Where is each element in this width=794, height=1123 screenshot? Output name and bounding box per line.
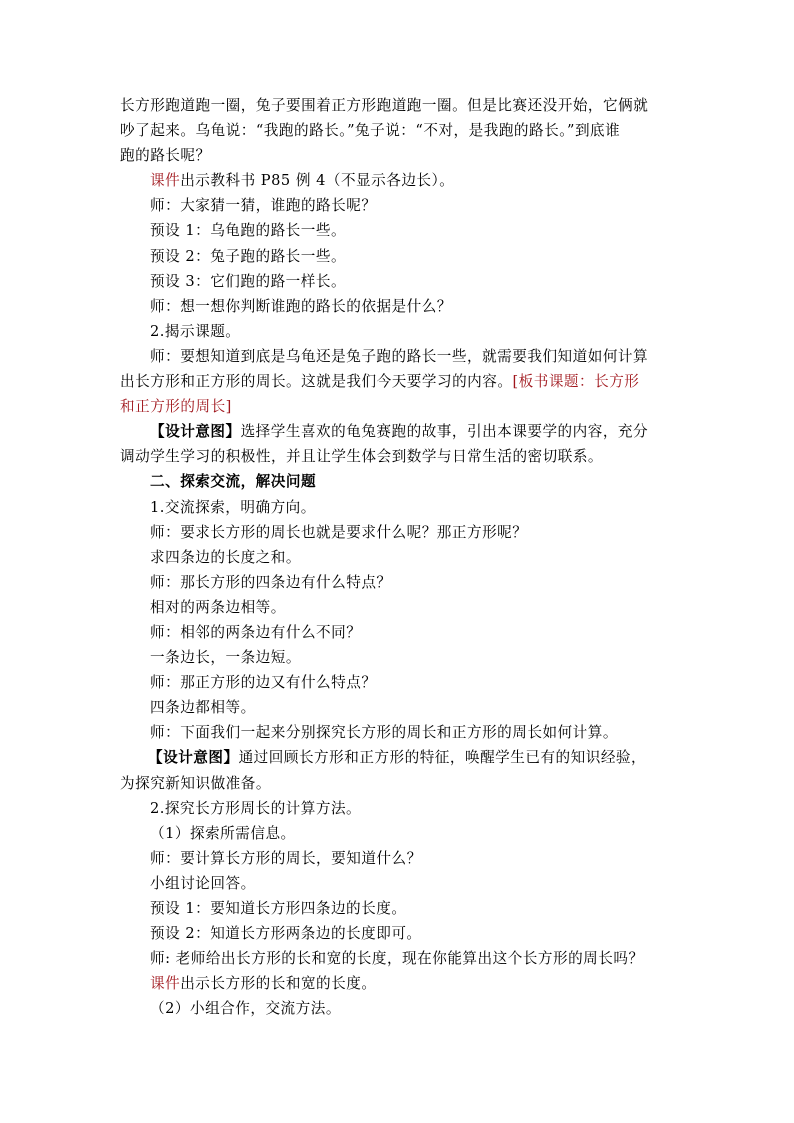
design-intent-line <box>120 745 676 770</box>
text-line: 预设 1：乌龟跑的路长一些。 <box>150 222 347 240</box>
text-line: 2.揭示课题。 <box>150 322 241 340</box>
text-span: 出示教科书 P85 例 4（不显示各边长）。 <box>180 172 455 190</box>
text-line: 师：那长方形的四条边有什么特点？ <box>150 573 392 591</box>
text-line: 师：那正方形的边又有什么特点？ <box>150 674 377 692</box>
text-line: 一条边长，一条边短。 <box>150 649 301 667</box>
design-intent-line <box>120 419 676 444</box>
text-line: 1.交流探索，明确方向。 <box>150 498 316 516</box>
text-line: 师：下面我们一起来分别探究长方形的周长和正方形的周长如何计算。 <box>150 724 618 742</box>
text-line: 调动学生学习的积极性，并且让学生体会到数学与日常生活的密切联系。 <box>120 448 604 466</box>
design-intent-tag: 【设计意图】 <box>148 749 239 767</box>
section-heading: 二、探索交流，解决问题 <box>150 473 317 491</box>
text-line: 长方形跑道跑一圈，兔子要围着正方形跑道跑一圈。但是比赛还没开始，它俩就 <box>120 97 649 114</box>
text-line: 师：相邻的两条边有什么不同？ <box>150 623 362 641</box>
text-line: 师：要计算长方形的周长，要知道什么？ <box>150 849 422 867</box>
blackboard-title: [板书课题：长方形 <box>512 373 640 391</box>
text-line: （1）探索所需信息。 <box>150 824 296 842</box>
text-line <box>120 369 676 394</box>
text-line: 相对的两条边相等。 <box>150 598 286 616</box>
text-line: 预设 1：要知道长方形四条边的长度。 <box>150 900 407 917</box>
text-line: （2）小组合作，交流方法。 <box>150 1000 341 1018</box>
text-line: 预设 2：兔子跑的路长一些。 <box>150 247 347 265</box>
text-line: 预设 3：它们跑的路一样长。 <box>150 272 347 290</box>
text-line: 跑的路长呢？ <box>120 147 211 165</box>
text-line: 2.探究长方形周长的计算方法。 <box>150 799 362 817</box>
text-line: 师：大家猜一猜，谁跑的路长呢？ <box>150 197 377 215</box>
text-line: 师：想一想你判断谁跑的路长的依据是什么？ <box>150 297 452 315</box>
text-span: 选择学生喜欢的龟兔赛跑的故事，引出本课要学的内容，充分 <box>240 423 649 441</box>
text-span: 出长方形和正方形的周长。这就是我们今天要学习的内容。 <box>120 373 513 391</box>
text-line: 师：要想知道到底是乌龟还是兔子跑的路长一些，就需要我们知道如何计算 <box>150 347 649 365</box>
text-line: 为探究新知识做准备。 <box>120 774 271 792</box>
courseware-line <box>120 971 676 996</box>
document-page <box>120 93 676 1021</box>
text-line: 预设 2：知道长方形两条边的长度即可。 <box>150 925 422 943</box>
text-line: 吵了起来。乌龟说：“我跑的路长。”兔子说：“不对，是我跑的路长。”到底谁 <box>120 122 621 140</box>
text-line: 小组讨论回答。 <box>150 874 256 892</box>
text-line: 四条边都相等。 <box>150 699 256 717</box>
courseware-keyword: 课件 <box>150 172 181 190</box>
design-intent-tag: 【设计意图】 <box>150 423 241 441</box>
text-line: 师：要求长方形的周长也就是要求什么呢？那正方形呢？ <box>150 523 528 541</box>
text-line: 师: 老师给出长方形的长和宽的长度，现在你能算出这个长方形的周长吗？ <box>150 950 644 968</box>
courseware-line <box>120 168 676 193</box>
blackboard-title-cont: 和正方形的周长] <box>120 398 232 416</box>
text-span: 出示长方形的长和宽的长度。 <box>180 975 377 993</box>
text-span: 通过回顾长方形和正方形的特征，唤醒学生已有的知识经验， <box>238 749 647 767</box>
courseware-keyword: 课件 <box>150 975 181 993</box>
text-line: 求四条边的长度之和。 <box>150 548 301 566</box>
